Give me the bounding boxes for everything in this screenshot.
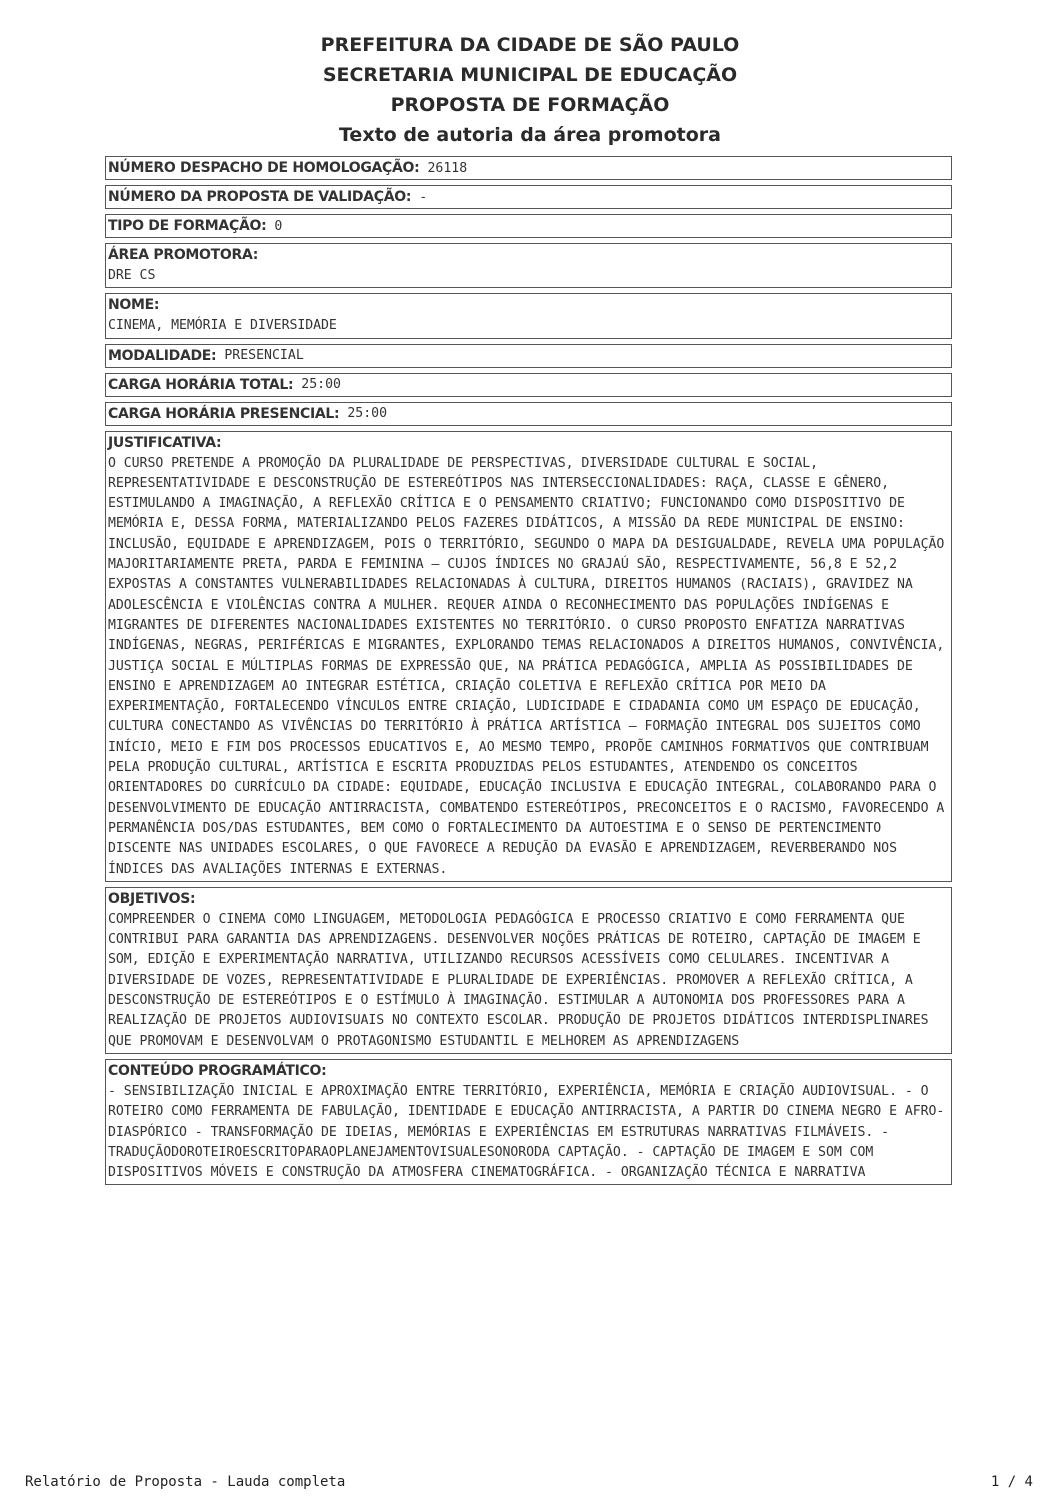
field-proposta-validacao xyxy=(105,185,952,209)
header-autoria: Texto de autoria da área promotora xyxy=(339,124,721,146)
field-value: DRE CS xyxy=(108,268,156,283)
field-value: 26118 xyxy=(427,160,468,176)
field-label: TIPO DE FORMAÇÃO: xyxy=(108,218,267,234)
field-value: 25:00 xyxy=(301,377,341,393)
field-despacho xyxy=(105,156,952,180)
field-area-promotora xyxy=(105,243,952,288)
field-label: NÚMERO DA PROPOSTA DE VALIDAÇÃO: xyxy=(108,189,412,205)
field-label: JUSTIFICATIVA: xyxy=(108,434,222,451)
header-prefeitura: PREFEITURA DA CIDADE DE SÃO PAULO xyxy=(320,34,740,56)
field-label: OBJETIVOS: xyxy=(108,890,196,907)
field-nome xyxy=(105,293,952,338)
document-header xyxy=(0,30,1060,150)
page-footer xyxy=(25,1474,1033,1490)
header-proposta: PROPOSTA DE FORMAÇÃO xyxy=(390,94,670,116)
field-justificativa xyxy=(105,431,952,882)
field-label: CONTEÚDO PROGRAMÁTICO: xyxy=(108,1062,327,1079)
header-secretaria: SECRETARIA MUNICIPAL DE EDUCAÇÃO xyxy=(322,64,738,86)
field-tipo-formacao xyxy=(105,214,952,238)
field-modalidade xyxy=(105,344,952,368)
field-label: CARGA HORÁRIA PRESENCIAL: xyxy=(108,405,340,422)
field-objetivos xyxy=(105,887,952,1054)
field-value: COMPREENDER O CINEMA COMO LINGUAGEM, METODOLOGIA PEDAGÓGICA E PROCESSO CRIATIVO E COMO FERRAMENTA QUE CONTRIBUI PARA GARANTIA DAS APRENDIZAGENS. DESENVOLVER NOÇÕES PRÁTICAS DE ROTEIRO, CAPTAÇÃO DE IMAGEM E SOM, EDIÇÃO E EXPERIMENTAÇÃO NARRATIVA, UTILIZANDO RECURSOS ACESSÍVEIS COMO CELULARES. INCENTIVAR A DIVERSIDADE DE VOZES, REPRESENTATIVIDADE E PLURALIDADE DE EXPERIÊNCIAS. PROMOVER A REFLEXÃO CRÍTICA, A DESCONSTRUÇÃO DE ESTEREÓTIPOS E O ESTÍMULO À IMAGINAÇÃO. ESTIMULAR A AUTONOMIA DOS PROFESSORES PARA A REALIZAÇÃO DE PROJETOS AUDIOVISUAIS NO CONTEXTO ESCOLAR. PRODUÇÃO DE PROJETOS DIDÁTICOS INTERDISPLINARES QUE PROMOVAM E DESENVOLVAM O PROTAGONISMO ESTUDANTIL E MELHOREM AS APRENDIZAGENS xyxy=(108,911,929,1049)
field-label: NOME: xyxy=(108,297,160,314)
field-label: ÁREA PROMOTORA: xyxy=(108,247,259,263)
field-carga-horaria-total xyxy=(105,373,952,397)
page-indicator: 1 / 4 xyxy=(990,1474,1033,1490)
proposal-fields xyxy=(105,156,952,1190)
field-label: MODALIDADE: xyxy=(108,347,217,364)
footer-report-title: Relatório de Proposta - Lauda completa xyxy=(25,1474,346,1490)
field-label: CARGA HORÁRIA TOTAL: xyxy=(108,376,294,393)
field-carga-horaria-presencial xyxy=(105,402,952,426)
field-value: CINEMA, MEMÓRIA E DIVERSIDADE xyxy=(108,318,337,334)
field-value: PRESENCIAL xyxy=(224,348,304,364)
field-value: 0 xyxy=(274,218,283,234)
field-conteudo-programatico xyxy=(105,1059,952,1185)
field-label: NÚMERO DESPACHO DE HOMOLOGAÇÃO: xyxy=(108,160,420,176)
field-value: 25:00 xyxy=(347,406,388,422)
field-value: - xyxy=(419,189,428,205)
field-value: O CURSO PRETENDE A PROMOÇÃO DA PLURALIDADE DE PERSPECTIVAS, DIVERSIDADE CULTURAL E SOCIAL, REPRESENTATIVIDADE E DESCONSTRUÇÃO DE ESTEREÓTIPOS NAS INTERSECCIONALIDADES: RAÇA, CLASSE E GÊNERO, ESTIMULANDO A IMAGINAÇÃO, A REFLEXÃO CRÍTICA E O PENSAMENTO CRIATIVO; FUNCIONANDO COMO DISPOSITIVO DE MEMÓRIA E, DESSA FORMA, MATERIALIZANDO PELOS FAZERES DIDÁTICOS, A MISSÃO DA REDE MUNICIPAL DE ENSINO: INCLUSÃO, EQUIDADE E APRENDIZAGEM, POIS O TERRITÓRIO, SEGUNDO O MAPA DA DESIGUALDADE, REVELA UMA POPULAÇÃO MAJORITARIAMENTE PRETA, PARDA E FEMININA — CUJOS ÍNDICES NO GRAJAÚ SÃO, RESPECTIVAMENTE, 56,8 E 52,2 EXPOSTAS A CONSTANTES VULNERABILIDADES RELACIONADAS À CULTURA, DIREITOS HUMANOS (RACIAIS), GRAVIDEZ NA ADOLESCÊNCIA E VIOLÊNCIAS CONTRA A MULHER. REQUER AINDA O RECONHECIMENTO DAS POPULAÇÕES INDÍGENAS E MIGRANTES DE DIFERENTES NACIONALIDADES EXISTENTES NO TERRITÓRIO. O CURSO PROPOSTO ENFATIZA NARRATIVAS INDÍGENAS, NEGRAS, PERIFÉRICAS E MIGRANTES, EXPLORANDO TEMAS RELACIONADOS A DIREITOS HUMANOS, CONVIVÊNCIA, JUSTIÇA SOCIAL E MÚLTIPLAS FORMAS DE EXPRESSÃO QUE, NA PRÁTICA PEDAGÓGICA, AMPLIA AS POSSIBILIDADES DE ENSINO E APRENDIZAGEM AO INTEGRAR ESTÉTICA, CRIAÇÃO COLETIVA E REFLEXÃO CRÍTICA POR MEIO DA EXPERIMENTAÇÃO, FORTALECENDO VÍNCULOS ENTRE CRIAÇÃO, LUDICIDADE E CIDADANIA COMO UM ESPAÇO DE EDUCAÇÃO, CULTURA CONECTANDO AS VIVÊNCIAS DO TERRITÓRIO À PRÁTICA ARTÍSTICA — FORMAÇÃO INTEGRAL DOS SUJEITOS COMO INÍCIO, MEIO E FIM DOS PROCESSOS EDUCATIVOS E, AO MESMO TEMPO, PROPÕE CAMINHOS FORMATIVOS QUE CONTRIBUAM PELA PRODUÇÃO CULTURAL, ARTÍSTICA E ESCRITA PRODUZIDAS PELOS ESTUDANTES, ATENDENDO OS CONCEITOS ORIENTADORES DO CURRÍCULO DA CIDADE: EQUIDADE, EDUCAÇÃO INCLUSIVA E EDUCAÇÃO INTEGRAL, COLABORANDO PARA O DESENVOLVIMENTO DE EDUCAÇÃO ANTIRRACISTA, COMBATENDO ESTEREÓTIPOS, PRECONCEITOS E O RACISMO, FAVORECENDO A PERMANÊNCIA DOS/DAS ESTUDANTES, BEM COMO O FORTALECIMENTO DA AUTOESTIMA E O SENSO DE PERTENCIMENTO DISCENTE NAS UNIDADES ESCOLARES, O QUE FAVORECE A REDUÇÃO DA EVASÃO E APRENDIZAGEM, REVERBERANDO NOS ÍNDICES DAS AVALIAÇÕES INTERNAS E EXTERNAS. xyxy=(108,455,945,877)
field-value: - SENSIBILIZAÇÃO INICIAL E APROXIMAÇÃO ENTRE TERRITÓRIO, EXPERIÊNCIA, MEMÓRIA E CRIAÇÃO AUDIOVISUAL. - O ROTEIRO COMO FERRAMENTA DE FABULAÇÃO, IDENTIDADE E EDUCAÇÃO ANTIRRACISTA, A PARTIR DO CINEMA NEGRO E AFRO-DIASPÓRICO - TRANSFORMAÇÃO DE IDEIAS, MEMÓRIAS E EXPERIÊNCIAS EM ESTRUTURAS NARRATIVAS FILMÁVEIS. - TRADUÇÃODOROTEIROESCRITOPARAOPLANEJAMENTOVISUALESONORODA CAPTAÇÃO. - CAPTAÇÃO DE IMAGEM E SOM COM DISPOSITIVOS MÓVEIS E CONSTRUÇÃO DA ATMOSFERA CINEMATOGRÁFICA. - ORGANIZAÇÃO TÉCNICA E NARRATIVA xyxy=(108,1083,945,1181)
